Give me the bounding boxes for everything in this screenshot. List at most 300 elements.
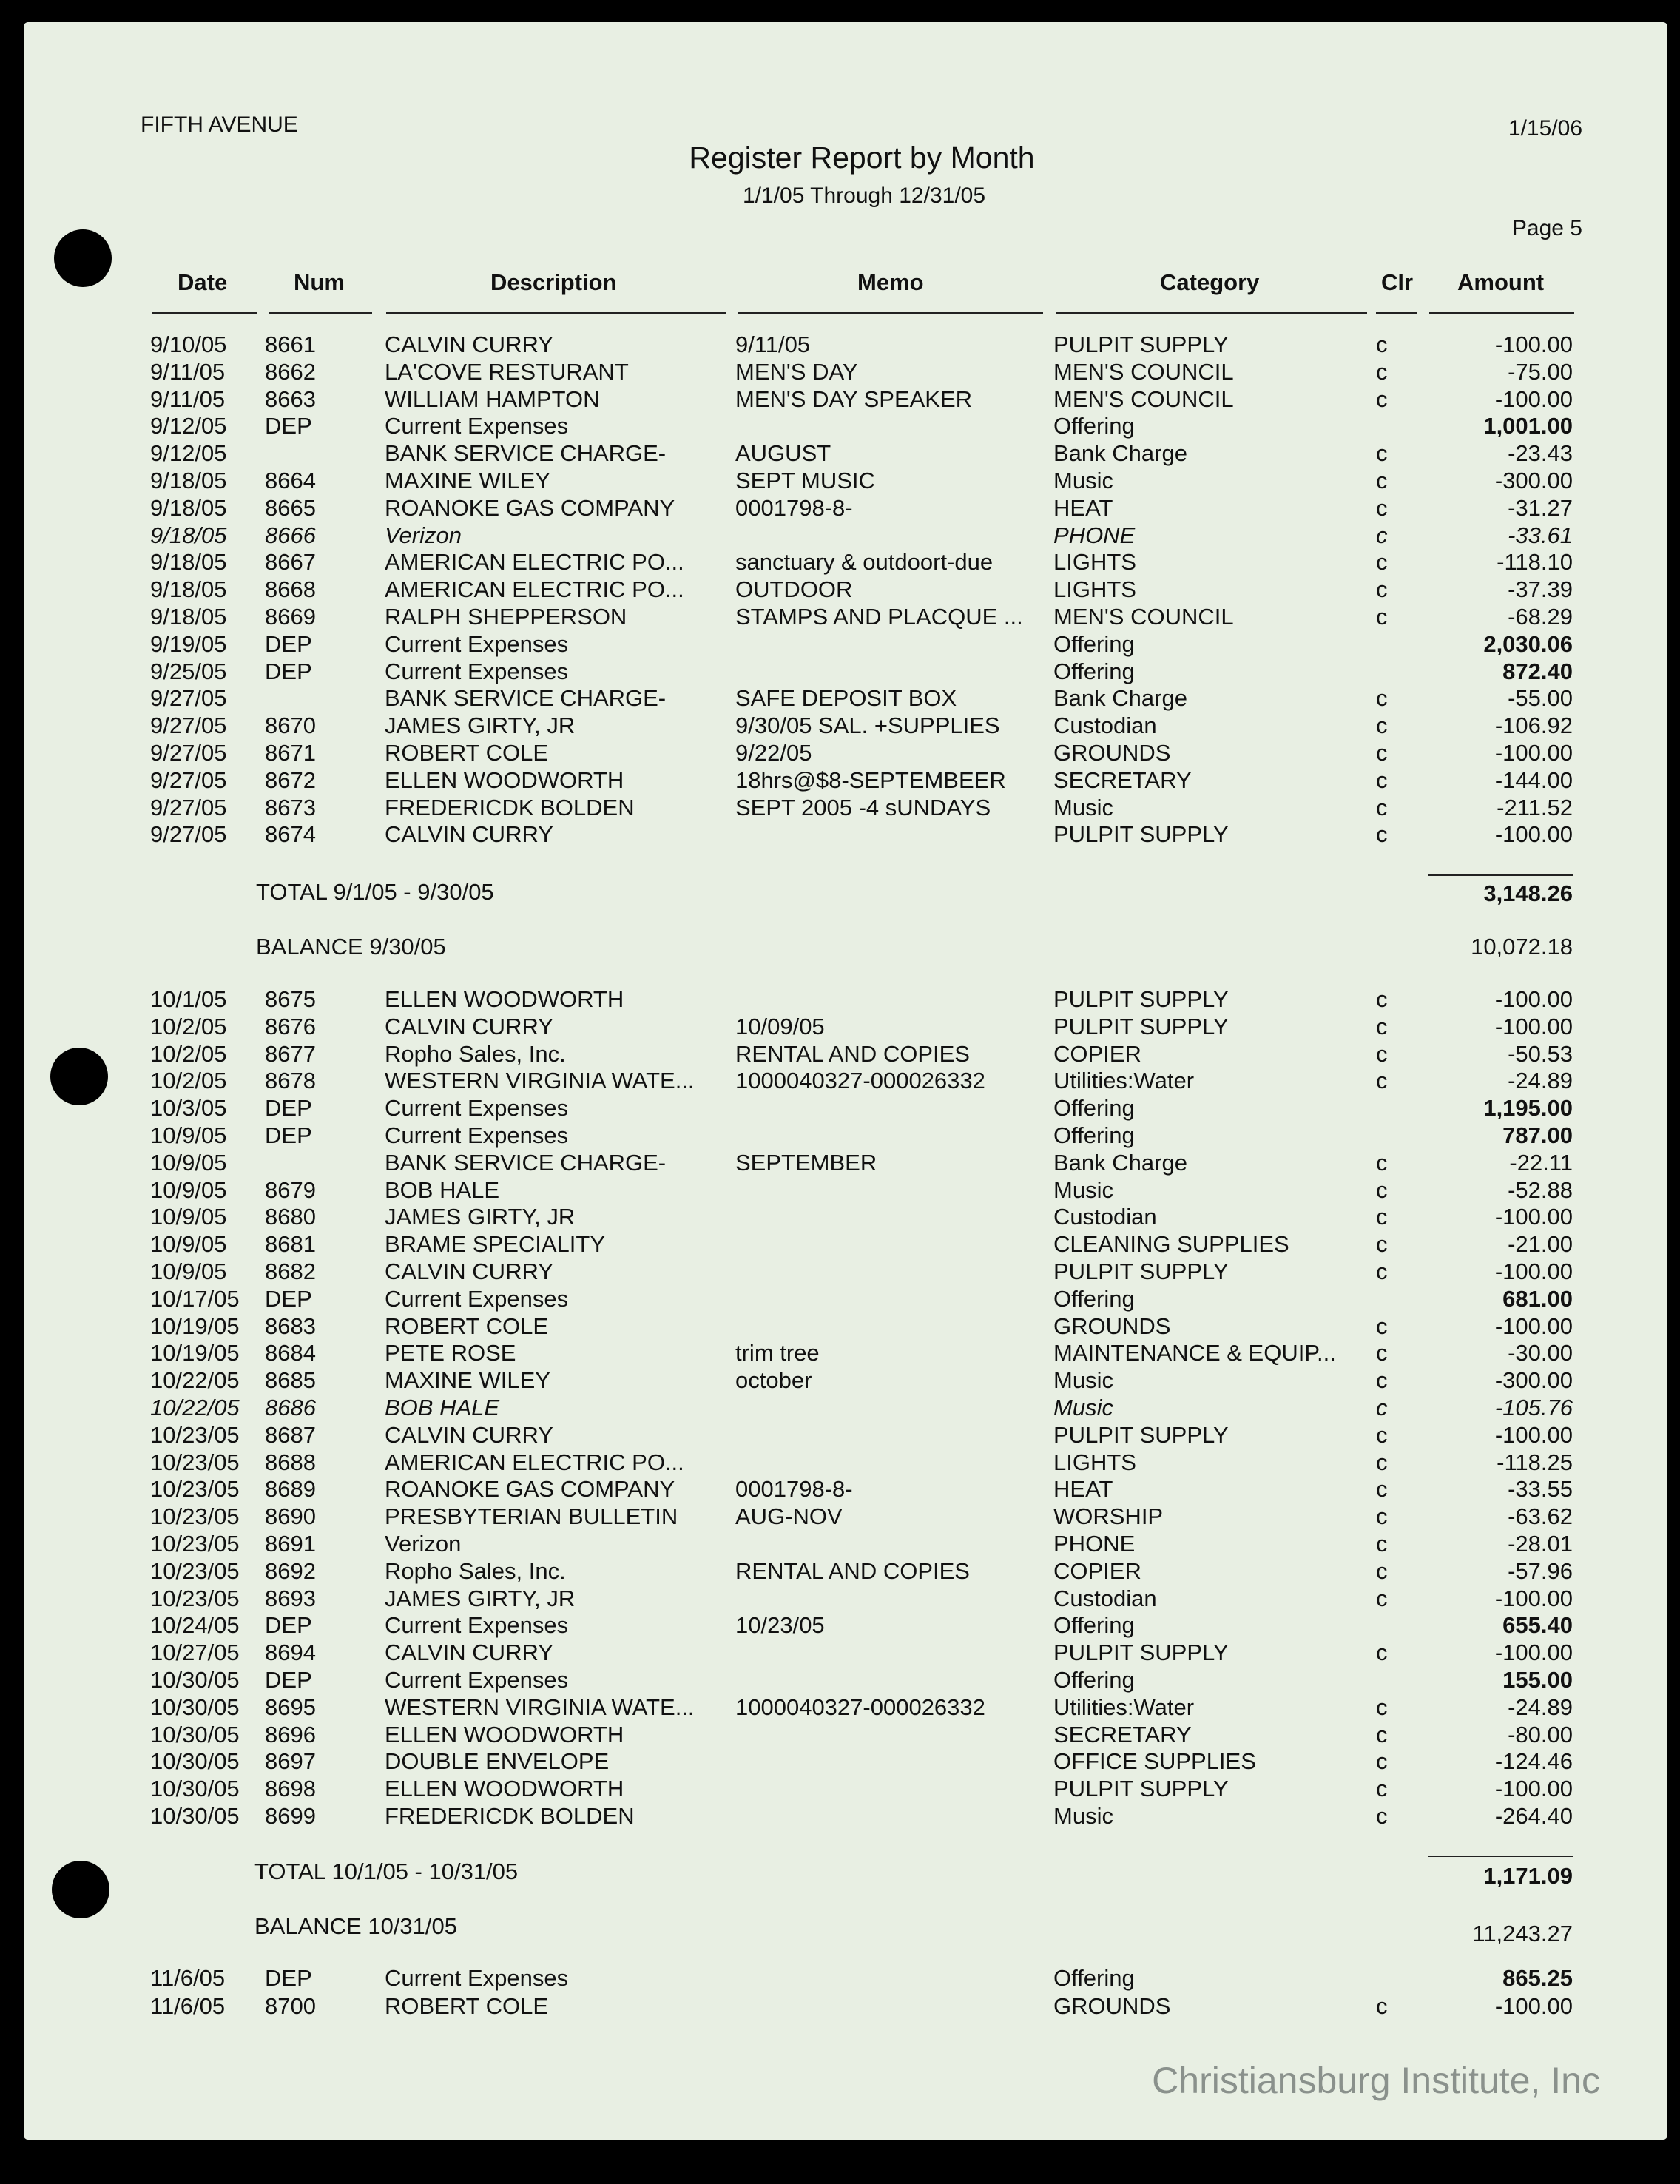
cell-date: 9/12/05 — [150, 413, 227, 439]
cell-amt: 2,030.06 — [1483, 630, 1573, 657]
cell-cat: Utilities:Water — [1053, 1693, 1195, 1720]
cell-date: 11/6/05 — [150, 1965, 226, 1991]
cell-cat: Offering — [1053, 630, 1135, 657]
cell-amt: -24.89 — [1508, 1693, 1573, 1720]
cell-cat: LIGHTS — [1053, 549, 1136, 576]
cell-num: 8692 — [265, 1557, 316, 1584]
table-row — [0, 821, 1680, 848]
report-title: Register Report by Month — [689, 141, 1035, 175]
cell-cat: Custodian — [1053, 1204, 1157, 1230]
table-row — [0, 1449, 1680, 1476]
cell-clr: c — [1376, 821, 1388, 848]
cell-num: 8661 — [265, 331, 316, 357]
cell-clr: c — [1376, 1013, 1388, 1039]
cell-amt: -100.00 — [1494, 1993, 1573, 2019]
cell-clr: c — [1376, 1585, 1388, 1611]
cell-clr: c — [1376, 1395, 1388, 1420]
cell-desc: MAXINE WILEY — [385, 468, 550, 493]
cell-memo: OUTDOOR — [735, 576, 853, 603]
cell-desc: JAMES GIRTY, JR — [385, 712, 576, 739]
cell-num: 8671 — [265, 740, 316, 766]
cell-desc: Current Expenses — [385, 1667, 569, 1693]
cell-date: 9/12/05 — [150, 440, 227, 467]
cell-amt: -50.53 — [1508, 1040, 1573, 1067]
cell-num: 8690 — [265, 1503, 316, 1530]
cell-date: 9/27/05 — [150, 794, 227, 820]
cell-amt: -100.00 — [1494, 1312, 1573, 1339]
report-date: 1/15/06 — [1508, 116, 1582, 141]
cell-date: 9/18/05 — [150, 576, 227, 603]
cell-amt: -124.46 — [1494, 1748, 1573, 1775]
cell-num: 8694 — [265, 1639, 316, 1666]
cell-date: 10/24/05 — [150, 1612, 240, 1639]
cell-amt: -75.00 — [1508, 358, 1573, 385]
cell-desc: BRAME SPECIALITY — [385, 1231, 606, 1258]
cell-memo: AUG-NOV — [735, 1503, 843, 1530]
cell-num: 8699 — [265, 1803, 316, 1829]
cell-num: 8677 — [265, 1040, 316, 1067]
cell-num: 8672 — [265, 766, 316, 793]
cell-date: 10/17/05 — [150, 1285, 240, 1312]
cell-date: 9/18/05 — [150, 522, 227, 548]
cell-num: 8668 — [265, 576, 316, 603]
cell-num: 8686 — [265, 1395, 316, 1420]
cell-clr: c — [1376, 1367, 1388, 1394]
cell-amt: -30.00 — [1508, 1340, 1573, 1366]
cell-desc: FREDERICDK BOLDEN — [385, 794, 635, 820]
cell-num: 8696 — [265, 1721, 316, 1747]
cell-amt: 681.00 — [1502, 1285, 1573, 1312]
cell-cat: Music — [1053, 1803, 1113, 1829]
cell-date: 9/25/05 — [150, 658, 227, 684]
sep-balance-amount: 10,072.18 — [1471, 934, 1573, 960]
cell-date: 11/6/05 — [150, 1993, 226, 2019]
table-row — [0, 986, 1680, 1013]
cell-desc: JAMES GIRTY, JR — [385, 1585, 576, 1611]
cell-date: 9/11/05 — [150, 385, 226, 412]
table-row — [0, 1286, 1680, 1312]
cell-date: 9/18/05 — [150, 494, 227, 521]
cell-clr: c — [1376, 685, 1388, 712]
cell-num: 8697 — [265, 1748, 316, 1775]
cell-date: 9/27/05 — [150, 685, 227, 712]
col-header-category: Category — [1160, 269, 1260, 295]
cell-date: 10/9/05 — [150, 1204, 227, 1230]
cell-desc: MAXINE WILEY — [385, 1367, 550, 1394]
table-row — [0, 1667, 1680, 1693]
cell-memo: MEN'S DAY — [735, 358, 858, 385]
cell-date: 10/22/05 — [150, 1367, 240, 1394]
cell-amt: -300.00 — [1494, 1367, 1573, 1394]
table-row — [0, 468, 1680, 494]
table-row — [0, 1095, 1680, 1122]
cell-amt: -100.00 — [1494, 1013, 1573, 1039]
cell-amt: -211.52 — [1497, 794, 1573, 820]
table-row — [0, 549, 1680, 576]
cell-date: 10/30/05 — [150, 1667, 240, 1693]
cell-desc: ELLEN WOODWORTH — [385, 766, 624, 793]
cell-desc: Current Expenses — [385, 413, 569, 439]
cell-cat: GROUNDS — [1053, 1312, 1171, 1339]
cell-date: 10/30/05 — [150, 1776, 240, 1802]
cell-memo: SEPT MUSIC — [735, 468, 875, 493]
cell-memo: STAMPS AND PLACQUE ... — [735, 604, 1023, 630]
table-row — [0, 1776, 1680, 1802]
cell-desc: BOB HALE — [385, 1176, 500, 1203]
cell-clr: c — [1376, 1449, 1388, 1475]
cell-desc: Ropho Sales, Inc. — [385, 1557, 566, 1584]
cell-desc: CALVIN CURRY — [385, 821, 553, 848]
cell-desc: WESTERN VIRGINIA WATE... — [385, 1693, 695, 1720]
cell-date: 9/18/05 — [150, 468, 227, 493]
cell-clr: c — [1376, 1531, 1388, 1557]
cell-desc: ELLEN WOODWORTH — [385, 986, 624, 1012]
cell-clr: c — [1376, 576, 1388, 603]
cell-date: 10/23/05 — [150, 1585, 240, 1611]
cell-clr: c — [1376, 1693, 1388, 1720]
punch-hole-bottom — [52, 1861, 109, 1918]
cell-desc: BANK SERVICE CHARGE- — [385, 440, 667, 467]
cell-num: 8685 — [265, 1367, 316, 1394]
cell-desc: ROBERT COLE — [385, 1312, 549, 1339]
cell-num: 8674 — [265, 821, 316, 848]
cell-amt: 872.40 — [1502, 658, 1573, 684]
table-row — [0, 795, 1680, 821]
cell-date: 10/23/05 — [150, 1503, 240, 1530]
sep-total-amount: 3,148.26 — [1483, 880, 1573, 906]
cell-amt: -300.00 — [1494, 468, 1573, 493]
table-row — [0, 767, 1680, 794]
cell-memo: RENTAL AND COPIES — [735, 1040, 970, 1067]
cell-date: 9/18/05 — [150, 549, 227, 576]
table-row — [0, 1531, 1680, 1557]
cell-clr: c — [1376, 1040, 1388, 1067]
table-row — [0, 631, 1680, 658]
cell-clr: c — [1376, 1421, 1388, 1448]
sep-balance-label: BALANCE 9/30/05 — [256, 934, 446, 960]
cell-clr: c — [1376, 1748, 1388, 1775]
cell-amt: -55.00 — [1508, 685, 1573, 712]
cell-amt: -100.00 — [1494, 385, 1573, 412]
cell-amt: -118.25 — [1497, 1449, 1573, 1475]
cell-date: 10/23/05 — [150, 1557, 240, 1584]
cell-clr: c — [1376, 1557, 1388, 1584]
cell-desc: CALVIN CURRY — [385, 1013, 553, 1039]
table-row — [0, 1422, 1680, 1449]
cell-date: 10/23/05 — [150, 1449, 240, 1475]
cell-clr: c — [1376, 1149, 1388, 1176]
cell-memo: SEPTEMBER — [735, 1149, 877, 1176]
table-row — [0, 1803, 1680, 1830]
cell-date: 10/23/05 — [150, 1531, 240, 1557]
cell-cat: HEAT — [1053, 1476, 1113, 1503]
cell-cat: MEN'S COUNCIL — [1053, 604, 1234, 630]
cell-date: 10/9/05 — [150, 1122, 227, 1148]
cell-num: DEP — [265, 1612, 312, 1639]
cell-cat: MEN'S COUNCIL — [1053, 385, 1234, 412]
cell-num: DEP — [265, 1965, 312, 1991]
col-rule — [1056, 312, 1367, 314]
cell-num: 8673 — [265, 794, 316, 820]
cell-amt: 1,195.00 — [1483, 1095, 1573, 1122]
cell-num: 8683 — [265, 1312, 316, 1339]
cell-cat: Offering — [1053, 1965, 1135, 1991]
table-row — [0, 413, 1680, 439]
table-row — [0, 1313, 1680, 1340]
cell-date: 9/27/05 — [150, 766, 227, 793]
cell-amt: -100.00 — [1494, 331, 1573, 357]
cell-desc: PETE ROSE — [385, 1340, 516, 1366]
cell-date: 10/2/05 — [150, 1040, 227, 1067]
table-row — [0, 685, 1680, 712]
cell-num: 8688 — [265, 1449, 316, 1475]
cell-amt: -100.00 — [1494, 1639, 1573, 1666]
cell-num: 8666 — [265, 522, 316, 548]
cell-clr: c — [1376, 794, 1388, 820]
cell-date: 10/30/05 — [150, 1721, 240, 1747]
cell-date: 9/19/05 — [150, 630, 227, 657]
cell-num: DEP — [265, 1285, 312, 1312]
cell-memo: 10/09/05 — [735, 1013, 825, 1039]
cell-clr: c — [1376, 1176, 1388, 1203]
cell-desc: LA'COVE RESTURANT — [385, 358, 629, 385]
cell-amt: -22.11 — [1509, 1149, 1573, 1176]
cell-date: 10/1/05 — [150, 986, 227, 1012]
cell-memo: 1000040327-000026332 — [735, 1693, 985, 1720]
cell-desc: Current Expenses — [385, 1285, 569, 1312]
cell-clr: c — [1376, 494, 1388, 521]
cell-num: 8681 — [265, 1231, 316, 1258]
cell-amt: -57.96 — [1508, 1557, 1573, 1584]
cell-date: 10/30/05 — [150, 1803, 240, 1829]
cell-clr: c — [1376, 1258, 1388, 1284]
cell-memo: RENTAL AND COPIES — [735, 1557, 970, 1584]
cell-amt: -118.10 — [1497, 549, 1573, 576]
cell-cat: Music — [1053, 1395, 1113, 1420]
table-row — [0, 1204, 1680, 1230]
cell-cat: SECRETARY — [1053, 1721, 1192, 1747]
cell-amt: -63.62 — [1508, 1503, 1573, 1530]
cell-amt: -52.88 — [1508, 1176, 1573, 1203]
cell-desc: Current Expenses — [385, 1095, 569, 1122]
cell-cat: Custodian — [1053, 712, 1157, 739]
cell-clr: c — [1376, 440, 1388, 467]
report-range: 1/1/05 Through 12/31/05 — [742, 183, 986, 208]
cell-cat: WORSHIP — [1053, 1503, 1164, 1530]
oct-total-amount: 1,171.09 — [1483, 1863, 1573, 1889]
cell-clr: c — [1376, 468, 1388, 493]
cell-clr: c — [1376, 1068, 1388, 1094]
cell-date: 10/22/05 — [150, 1395, 240, 1420]
cell-num: 8669 — [265, 604, 316, 630]
cell-date: 10/9/05 — [150, 1176, 227, 1203]
cell-cat: Offering — [1053, 1285, 1135, 1312]
cell-cat: Offering — [1053, 1612, 1135, 1639]
cell-cat: Offering — [1053, 1095, 1135, 1122]
page-number: Page 5 — [1511, 216, 1582, 240]
cell-memo: sanctuary & outdoort-due — [735, 549, 994, 576]
cell-num: 8667 — [265, 549, 316, 576]
cell-cat: OFFICE SUPPLIES — [1053, 1748, 1256, 1775]
cell-cat: COPIER — [1053, 1557, 1141, 1584]
cell-date: 10/27/05 — [150, 1639, 240, 1666]
cell-num: 8678 — [265, 1068, 316, 1094]
cell-amt: -33.55 — [1508, 1476, 1573, 1503]
cell-amt: -31.27 — [1508, 494, 1573, 521]
cell-num: 8689 — [265, 1476, 316, 1503]
cell-num: 8664 — [265, 468, 316, 493]
cell-clr: c — [1376, 1803, 1388, 1829]
table-row — [0, 1993, 1680, 2020]
cell-amt: -24.89 — [1508, 1068, 1573, 1094]
cell-date: 10/30/05 — [150, 1748, 240, 1775]
cell-desc: Current Expenses — [385, 630, 569, 657]
cell-desc: BANK SERVICE CHARGE- — [385, 1149, 667, 1176]
table-row — [0, 331, 1680, 358]
table-row — [0, 1258, 1680, 1285]
table-row — [0, 1150, 1680, 1176]
cell-desc: Ropho Sales, Inc. — [385, 1040, 566, 1067]
cell-amt: -106.92 — [1494, 712, 1573, 739]
table-row — [0, 1722, 1680, 1748]
cell-date: 9/27/05 — [150, 821, 227, 848]
cell-cat: LIGHTS — [1053, 1449, 1136, 1475]
cell-cat: PULPIT SUPPLY — [1053, 1258, 1229, 1284]
cell-date: 9/10/05 — [150, 331, 227, 357]
cell-clr: c — [1376, 549, 1388, 576]
cell-num: 8680 — [265, 1204, 316, 1230]
cell-amt: -23.43 — [1508, 440, 1573, 467]
cell-cat: Offering — [1053, 658, 1135, 684]
cell-desc: ELLEN WOODWORTH — [385, 1721, 624, 1747]
table-row — [0, 1231, 1680, 1258]
col-rule — [1429, 312, 1574, 314]
cell-amt: 655.40 — [1502, 1612, 1573, 1639]
cell-cat: Bank Charge — [1053, 440, 1187, 467]
table-row — [0, 1367, 1680, 1394]
cell-cat: PULPIT SUPPLY — [1053, 1013, 1229, 1039]
cell-num: 8679 — [265, 1176, 316, 1203]
table-row — [0, 740, 1680, 766]
cell-cat: PHONE — [1053, 522, 1136, 548]
cell-clr: c — [1376, 740, 1388, 766]
cell-clr: c — [1376, 358, 1388, 385]
cell-memo: AUGUST — [735, 440, 831, 467]
cell-cat: Music — [1053, 1367, 1113, 1394]
cell-cat: Bank Charge — [1053, 685, 1187, 712]
cell-desc: BANK SERVICE CHARGE- — [385, 685, 667, 712]
cell-cat: PHONE — [1053, 1531, 1136, 1557]
table-row — [0, 1177, 1680, 1204]
cell-cat: Custodian — [1053, 1585, 1157, 1611]
table-row — [0, 359, 1680, 385]
cell-clr: c — [1376, 522, 1388, 548]
cell-desc: JAMES GIRTY, JR — [385, 1204, 576, 1230]
cell-num: 8698 — [265, 1776, 316, 1802]
cell-amt: -264.40 — [1494, 1803, 1573, 1829]
cell-cat: Bank Charge — [1053, 1149, 1187, 1176]
cell-clr: c — [1376, 1993, 1388, 2019]
cell-date: 9/27/05 — [150, 740, 227, 766]
cell-memo: 18hrs@$8-SEPTEMBEER — [735, 766, 1006, 793]
cell-cat: PULPIT SUPPLY — [1053, 821, 1229, 848]
col-header-num: Num — [294, 269, 345, 295]
cell-amt: -33.61 — [1508, 522, 1573, 548]
cell-cat: LIGHTS — [1053, 576, 1136, 603]
cell-desc: CALVIN CURRY — [385, 331, 553, 357]
cell-amt: -21.00 — [1508, 1231, 1573, 1258]
cell-amt: -144.00 — [1494, 766, 1573, 793]
cell-desc: AMERICAN ELECTRIC PO... — [385, 1449, 684, 1475]
oct-balance-label: BALANCE 10/31/05 — [254, 1913, 458, 1939]
cell-memo: 0001798-8- — [735, 1476, 853, 1503]
cell-date: 9/27/05 — [150, 712, 227, 739]
table-row — [0, 1965, 1680, 1992]
cell-cat: GROUNDS — [1053, 1993, 1171, 2019]
cell-desc: Verizon — [385, 1531, 462, 1557]
table-row — [0, 1014, 1680, 1040]
cell-date: 10/30/05 — [150, 1693, 240, 1720]
cell-clr: c — [1376, 1776, 1388, 1802]
col-header-memo: Memo — [857, 269, 924, 295]
table-row — [0, 495, 1680, 522]
cell-amt: 865.25 — [1502, 1965, 1573, 1991]
cell-amt: 787.00 — [1502, 1122, 1573, 1148]
table-row — [0, 522, 1680, 549]
cell-clr: c — [1376, 331, 1388, 357]
cell-amt: -100.00 — [1494, 1258, 1573, 1284]
cell-desc: CALVIN CURRY — [385, 1258, 553, 1284]
cell-desc: DOUBLE ENVELOPE — [385, 1748, 610, 1775]
cell-num: DEP — [265, 1122, 312, 1148]
cell-date: 10/9/05 — [150, 1231, 227, 1258]
cell-num: 8682 — [265, 1258, 316, 1284]
cell-desc: FREDERICDK BOLDEN — [385, 1803, 635, 1829]
cell-memo: 0001798-8- — [735, 494, 853, 521]
table-row — [0, 658, 1680, 685]
table-row — [0, 712, 1680, 739]
oct-total-label: TOTAL 10/1/05 - 10/31/05 — [254, 1858, 519, 1884]
watermark: Christiansburg Institute, Inc — [1152, 2060, 1600, 2101]
cell-memo: SAFE DEPOSIT BOX — [735, 685, 957, 712]
col-rule — [386, 312, 726, 314]
cell-cat: Music — [1053, 794, 1113, 820]
table-row — [0, 1748, 1680, 1775]
cell-clr: c — [1376, 766, 1388, 793]
cell-desc: WESTERN VIRGINIA WATE... — [385, 1068, 695, 1094]
cell-num: 8676 — [265, 1013, 316, 1039]
cell-cat: SECRETARY — [1053, 766, 1192, 793]
cell-date: 10/9/05 — [150, 1258, 227, 1284]
cell-cat: PULPIT SUPPLY — [1053, 1639, 1229, 1666]
table-row — [0, 1558, 1680, 1585]
cell-desc: CALVIN CURRY — [385, 1421, 553, 1448]
total-rule — [1428, 874, 1573, 876]
cell-desc: ROBERT COLE — [385, 740, 549, 766]
cell-num: DEP — [265, 1667, 312, 1693]
cell-amt: -68.29 — [1508, 604, 1573, 630]
cell-memo: trim tree — [735, 1340, 820, 1366]
cell-cat: PULPIT SUPPLY — [1053, 331, 1229, 357]
table-row — [0, 1612, 1680, 1639]
cell-num: 8691 — [265, 1531, 316, 1557]
cell-amt: -100.00 — [1494, 1585, 1573, 1611]
cell-cat: HEAT — [1053, 494, 1113, 521]
cell-memo: SEPT 2005 -4 sUNDAYS — [735, 794, 991, 820]
table-row — [0, 1340, 1680, 1366]
cell-memo: 10/23/05 — [735, 1612, 825, 1639]
cell-amt: -100.00 — [1494, 1204, 1573, 1230]
